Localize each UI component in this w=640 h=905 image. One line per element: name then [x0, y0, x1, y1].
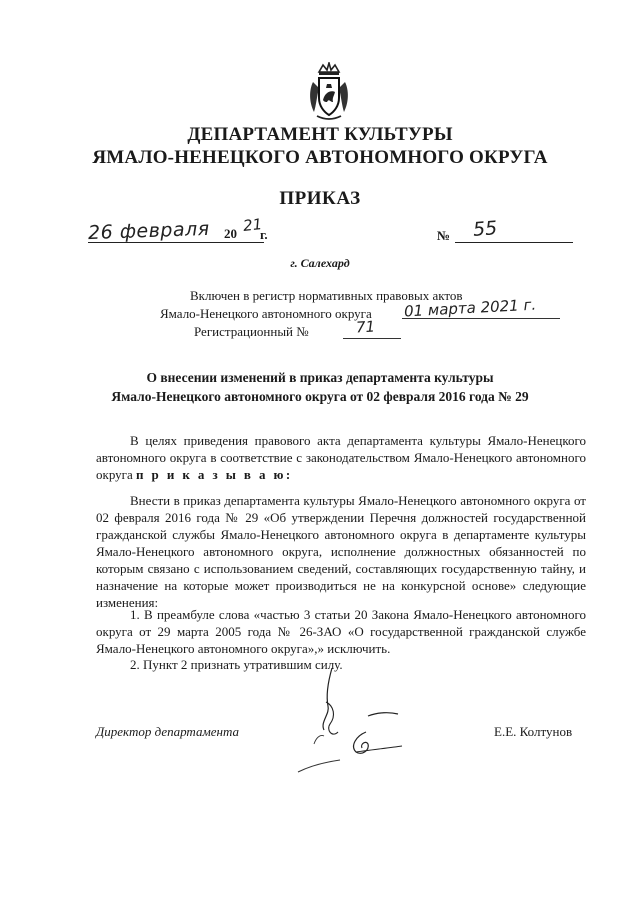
registration-line3: Регистрационный № — [194, 324, 309, 339]
handwritten-date: 26 февраля — [87, 217, 210, 245]
command-word: п р и к а з ы в а ю: — [136, 467, 293, 482]
order-date — [87, 215, 278, 246]
number-underline — [455, 242, 573, 243]
year-prefix: 20 — [224, 226, 237, 241]
registration-number-handwritten: 71 — [355, 317, 376, 337]
order-number — [437, 217, 577, 246]
subject-line2: Ямало-Ненецкого автономного округа от 02 февраля 2016 года № 29 — [111, 389, 529, 404]
document-type-title: ПРИКАЗ — [279, 188, 361, 209]
department-name-line2: ЯМАЛО-НЕНЕЦКОГО АВТОНОМНОГО ОКРУГА — [92, 147, 548, 168]
registration-number-underline — [343, 338, 401, 339]
intro-text: В целях приведения правового акта департамента культуры Ямало-Ненецкого автономного округа в соответствие с законодательством Ямало-Ненецкого автономного округа — [96, 433, 586, 482]
signatory-position: Директор департамента — [96, 724, 240, 739]
order-subject — [0, 368, 640, 406]
city: г. Салехард — [290, 256, 350, 270]
handwritten-signature — [290, 662, 420, 782]
registration-date-handwritten: 01 марта 2021 г. — [403, 295, 537, 321]
item-1: 1. В преамбуле слова «частью 3 статьи 20 Закона Ямало-Ненецкого автономного округа от 29 марта 2005 года № 26-ЗАО «О государственной гражданской службе Ямало-Ненецкого автономного округа»,» исключить. — [96, 607, 586, 656]
registration-date-underline — [402, 318, 560, 319]
signatory-name: Е.Е. Колтунов — [494, 724, 573, 739]
department-name-line1: ДЕПАРТАМЕНТ КУЛЬТУРЫ — [187, 124, 453, 145]
registration-line1: Включен в регистр нормативных правовых актов — [190, 288, 463, 303]
handwritten-number: 55 — [472, 217, 498, 241]
number-sign: № — [437, 228, 451, 243]
handwritten-year: 21 — [242, 215, 263, 235]
order-paragraph: Внести в приказ департамента культуры Ямало-Ненецкого автономного округа от 02 февраля 2016 года № 29 «Об утверждении Перечня должностей государственной гражданской службы Ямало-Ненецкого автономного округа в департаменте культуры Ямало-Ненецкого автономного округа, исполнение должностных обязанностей по которым связано с использованием сведений, составляющих государственную тайну, и назначение на которые может производиться не на конкурсной основе» следующие изменения: — [96, 493, 586, 610]
coat-of-arms-icon — [305, 62, 353, 122]
year-suffix: г. — [260, 227, 268, 242]
intro-paragraph — [96, 432, 586, 483]
item-2: 2. Пункт 2 признать утратившим силу. — [130, 657, 343, 672]
registration-line2: Ямало-Ненецкого автономного округа — [160, 306, 372, 321]
subject-line1: О внесении изменений в приказ департамента культуры — [146, 370, 494, 385]
